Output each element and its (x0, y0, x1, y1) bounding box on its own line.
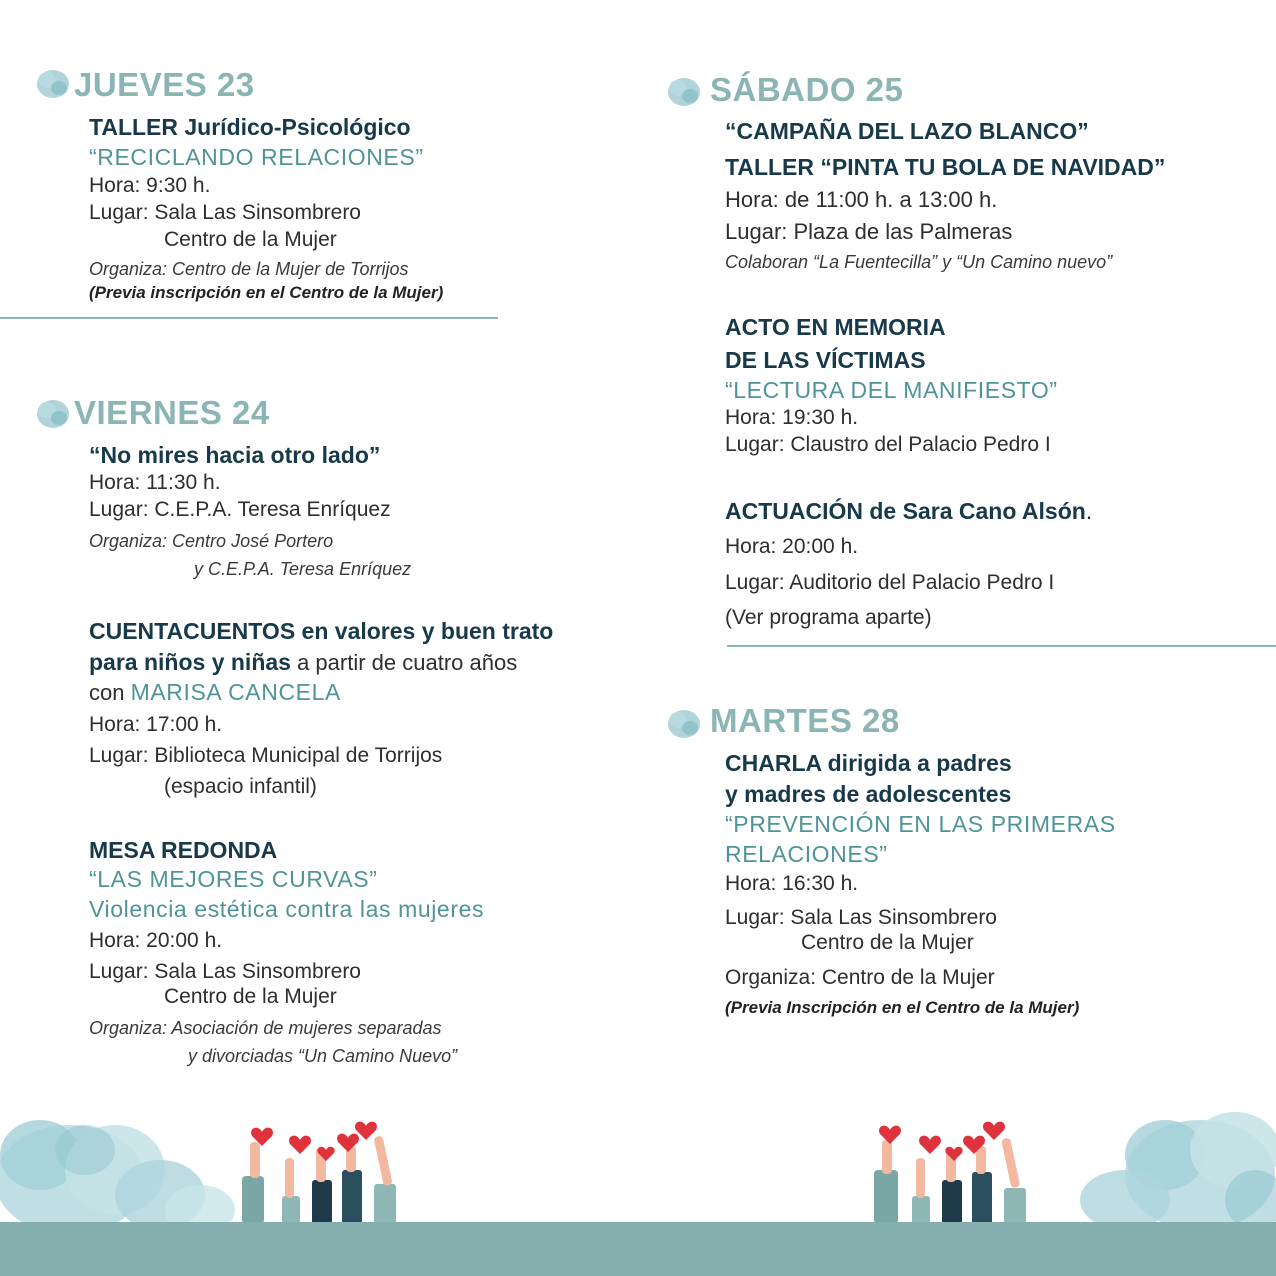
divider (0, 317, 498, 319)
event-colaboran: Colaboran “La Fuentecilla” y “Un Camino nuevo” (725, 252, 1113, 272)
event-title-rest: a partir de cuatro años (290, 650, 518, 675)
event-lugar: Lugar: C.E.P.A. Teresa Enríquez (89, 498, 391, 521)
divider (727, 645, 1276, 647)
event-subtitle-line2: RELACIONES” (725, 841, 888, 867)
event-hora: Hora: 20:00 h. (725, 535, 859, 558)
event-lugar: Lugar: Plaza de las Palmeras (725, 219, 1013, 244)
watercolor-blob-icon (665, 74, 703, 110)
event-title: TALLER Jurídico-Psicológico (89, 114, 411, 140)
event-presenter (89, 679, 341, 706)
event-title-period: . (1085, 498, 1093, 524)
event-title: “CAMPAÑA DEL LAZO BLANCO” (725, 118, 1089, 144)
raised-hands-hearts-illustration (870, 1118, 1030, 1224)
day-heading-sabado: SÁBADO 25 (710, 71, 904, 108)
event-lugar: Lugar: Biblioteca Municipal de Torrijos (89, 744, 443, 767)
event-previa: (Previa Inscripción en el Centro de la Mujer) (725, 998, 1080, 1017)
day-heading-jueves: JUEVES 23 (74, 66, 255, 103)
watercolor-tree-illustration (0, 1110, 240, 1230)
raised-hands-hearts-illustration (238, 1118, 403, 1224)
event-lugar: Lugar: Sala Las Sinsombrero (725, 906, 997, 929)
event-title: CHARLA dirigida a padres (725, 750, 1012, 776)
event-previa: (Previa inscripción en el Centro de la Mujer) (89, 283, 444, 302)
event-lugar: Lugar: Auditorio del Palacio Pedro I (725, 571, 1055, 594)
event-organiza: Organiza: Centro de la Mujer de Torrijos (89, 259, 409, 279)
event-organiza: Organiza: Centro José Portero (89, 531, 334, 551)
event-subtitle: “LAS MEJORES CURVAS” (89, 866, 378, 892)
event-lugar-line2: Centro de la Mujer (164, 985, 337, 1008)
watercolor-blob-icon (665, 706, 703, 742)
event-lugar-line2: Centro de la Mujer (801, 931, 974, 954)
day-heading-martes: MARTES 28 (710, 702, 900, 739)
event-title: MESA REDONDA (89, 837, 278, 863)
event-title-line2: DE LAS VÍCTIMAS (725, 347, 926, 373)
event-hora: Hora: 9:30 h. (89, 174, 211, 197)
watercolor-blob-icon (34, 66, 72, 102)
event-lugar: Lugar: Sala Las Sinsombrero (89, 960, 361, 983)
event-title-bold: para niños y niñas (89, 649, 291, 675)
event-title-line2 (89, 649, 517, 676)
ground-band (0, 1222, 1276, 1276)
event-hora: Hora: de 11:00 h. a 13:00 h. (725, 187, 998, 212)
event-lugar: Lugar: Claustro del Palacio Pedro I (725, 433, 1051, 456)
event-organiza: Organiza: Asociación de mujeres separadas (89, 1018, 442, 1038)
watercolor-blob-icon (34, 396, 72, 432)
event-organiza-line2: y divorciadas “Un Camino Nuevo” (188, 1046, 458, 1066)
event-lugar-line2: Centro de la Mujer (164, 228, 337, 251)
event-title: ACTUACIÓN de Sara Cano Alsón (725, 498, 1086, 524)
event-title-line2: TALLER “PINTA TU BOLA DE NAVIDAD” (725, 154, 1166, 180)
event-title-line2: y madres de adolescentes (725, 781, 1012, 807)
event-hora: Hora: 20:00 h. (89, 929, 223, 952)
event-lugar: Lugar: Sala Las Sinsombrero (89, 201, 361, 224)
event-lugar-line2: (espacio infantil) (164, 775, 317, 798)
event-presenter-prefix: con (89, 680, 131, 705)
event-subtitle-line2: Violencia estética contra las mujeres (89, 896, 485, 922)
event-note: (Ver programa aparte) (725, 606, 932, 629)
event-title-row (725, 498, 1092, 525)
event-title: “No mires hacia otro lado” (89, 442, 381, 468)
event-hora: Hora: 16:30 h. (725, 872, 859, 895)
event-subtitle: “PREVENCIÓN EN LAS PRIMERAS (725, 811, 1116, 837)
event-hora: Hora: 19:30 h. (725, 406, 859, 429)
event-subtitle: “RECICLANDO RELACIONES” (89, 144, 424, 170)
event-title: ACTO EN MEMORIA (725, 314, 946, 340)
event-hora: Hora: 17:00 h. (89, 713, 223, 736)
event-subtitle: “LECTURA DEL MANIFIESTO” (725, 377, 1058, 403)
event-presenter-name: MARISA CANCELA (130, 679, 341, 705)
event-organiza: Organiza: Centro de la Mujer (725, 966, 995, 989)
event-hora: Hora: 11:30 h. (89, 471, 221, 494)
watercolor-tree-illustration (1070, 1110, 1276, 1230)
event-title: CUENTACUENTOS en valores y buen trato (89, 618, 554, 644)
event-organiza-line2: y C.E.P.A. Teresa Enríquez (194, 559, 412, 579)
day-heading-viernes: VIERNES 24 (74, 394, 270, 431)
